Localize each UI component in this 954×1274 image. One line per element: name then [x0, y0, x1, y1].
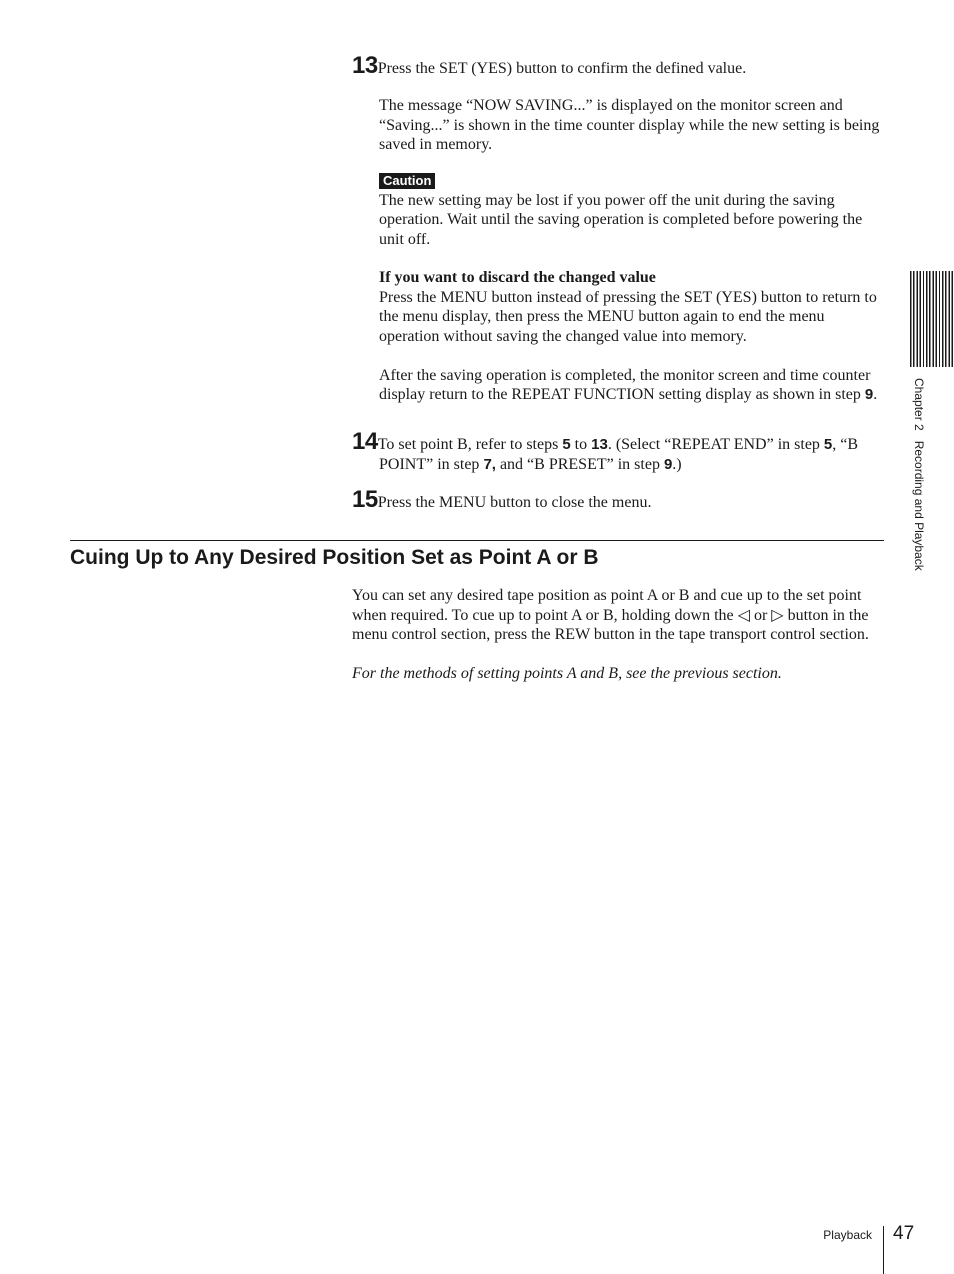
step-text: Press the MENU button to close the menu.	[377, 494, 652, 511]
section-rule	[70, 540, 884, 541]
section-note: For the methods of setting points A and B, see the previous section.	[352, 665, 782, 682]
caution-block	[379, 171, 884, 250]
saving-message-paragraph: The message “NOW SAVING...” is displayed on the monitor screen and “Saving...” is shown in the time counter display while the new setting is being saved in memory.	[379, 97, 880, 153]
step-number: 13	[352, 52, 378, 79]
page-number: 47	[893, 1223, 915, 1244]
caution-label: Caution	[379, 173, 435, 189]
footer-divider	[883, 1226, 884, 1274]
step-number: 14	[352, 428, 378, 455]
chapter-tab-stripes	[910, 271, 954, 367]
chapter-number: Chapter 2	[912, 378, 926, 431]
discard-text: Press the MENU button instead of pressing the SET (YES) button to return to the menu display, then press the MENU button again to end the menu operation without saving the changed value into memory.	[379, 288, 877, 345]
step-14: 14To set point B, refer to steps 5 to 13. (Select “REPEAT END” in step 5, “B POINT” in step 7, and “B PRESET” in step 9.)	[352, 428, 859, 473]
section-body	[352, 586, 884, 684]
chapter-title: Recording and Playback	[912, 440, 926, 571]
step-text: Press the SET (YES) button to confirm the defined value.	[377, 60, 747, 77]
after-saving-paragraph: After the saving operation is completed, the monitor screen and time counter display return to the REPEAT FUNCTION setting display as shown in step 9.	[379, 366, 878, 403]
caution-text: The new setting may be lost if you power off the unit during the saving operation. Wait until the saving operation is completed before powering the unit off.	[379, 191, 863, 248]
discard-heading: If you want to discard the changed value	[379, 269, 656, 286]
step-13	[352, 52, 884, 79]
chapter-side-label	[910, 378, 926, 578]
step-15	[352, 486, 884, 513]
footer-section-label: Playback	[823, 1228, 872, 1242]
step-number: 15	[352, 486, 378, 513]
discard-block	[379, 268, 884, 346]
section-paragraph: You can set any desired tape position as point A or B and cue up to the set point when required. To cue up to point A or B, holding down the ◁ or ▷ button in the menu control section, press the REW button in the tape transport control section.	[352, 587, 869, 643]
step-13-body	[379, 96, 884, 405]
section-title: Cuing Up to Any Desired Position Set as Point A or B	[70, 546, 599, 569]
